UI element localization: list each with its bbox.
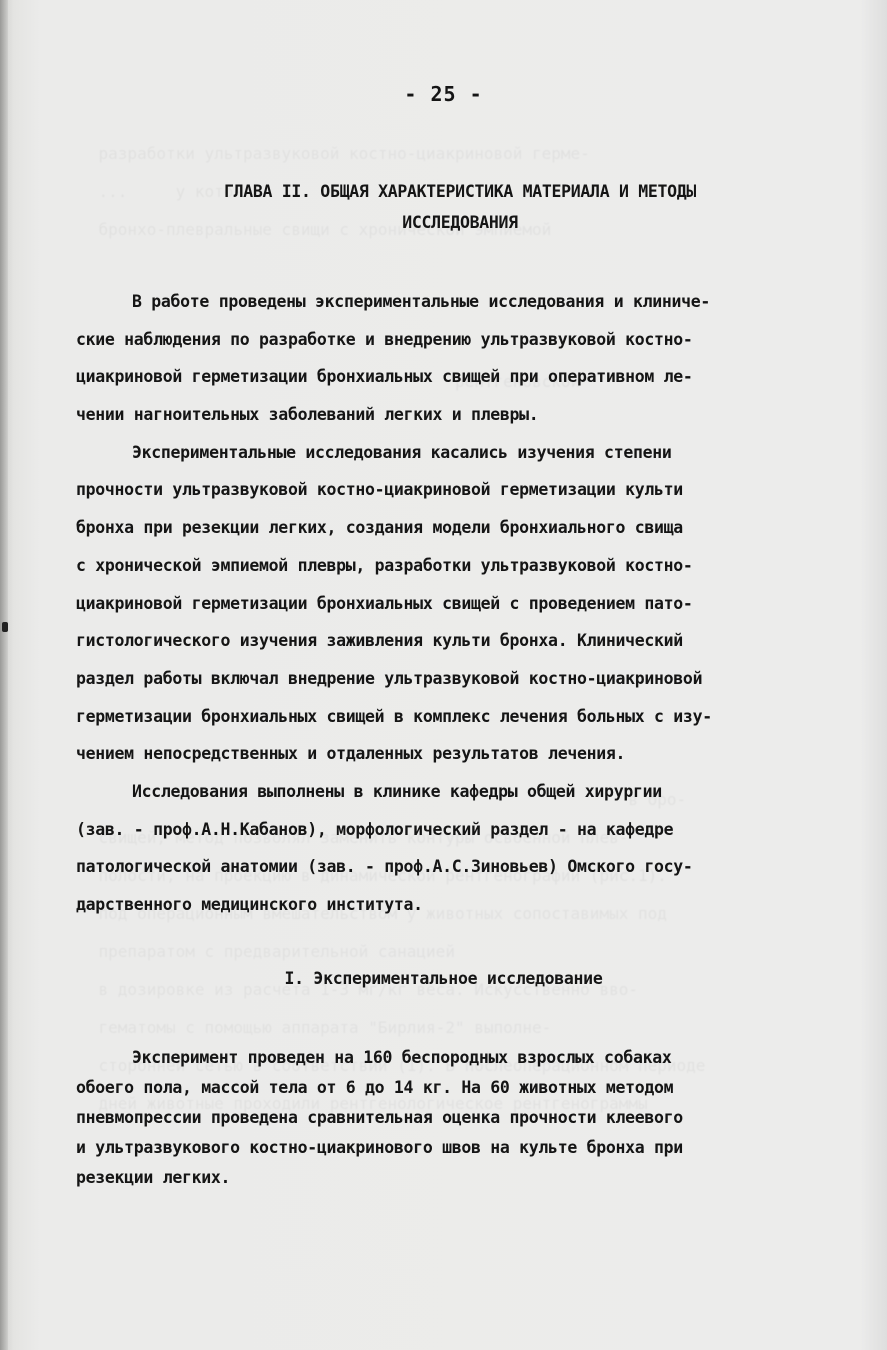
- paragraph-4-line: пневмопрессии проведена сравнительная оценка прочности клеевого: [76, 1108, 683, 1127]
- paragraph-2-line: с хронической эмпиемой плевры, разработки ультразвуковой костно-: [76, 555, 693, 575]
- chapter-title: [130, 176, 790, 238]
- paragraph-2-line: раздел работы включал внедрение ультразвуковой костно-циакриновой: [76, 668, 703, 688]
- paragraph-3-line: патологической анатомии (зав. - проф.А.С.Зиновьев) Омского госу-: [76, 857, 693, 877]
- paragraph-4: [76, 1043, 856, 1193]
- paragraph-1-line: В работе проведены экспериментальные исследования и клиниче-: [132, 292, 711, 311]
- paragraph-4-line: Эксперимент проведен на 160 беспородных взрослых собаках: [132, 1048, 672, 1067]
- paragraph-2-line: чением непосредственных и отдаленных результатов лечения.: [76, 744, 626, 764]
- chapter-title-line-2: ИССЛЕДОВАНИЯ: [402, 213, 518, 232]
- paragraph-3: [76, 773, 856, 924]
- paragraph-1-line: ские наблюдения по разработке и внедрению ультразвуковой костно-: [76, 329, 693, 349]
- paragraph-2-line: Экспериментальные исследования касались изучения степени: [132, 442, 672, 462]
- paragraph-2-line: гистологического изучения заживления культи бронха. Клинический: [76, 631, 683, 651]
- paragraph-3-line: (зав. - проф.А.Н.Кабанов), морфологический раздел - на кафедре: [76, 819, 674, 839]
- section-heading: I. Экспериментальное исследование: [284, 969, 603, 988]
- main-body-text: [76, 283, 856, 924]
- experiment-body-text: [76, 1043, 856, 1193]
- page-number: - 25 -: [404, 82, 483, 106]
- paragraph-4-line: и ультразвукового костно-циакринового швов на культе бронха при: [76, 1138, 683, 1157]
- paragraph-3-line: Исследования выполнены в клинике кафедры общей хирургии: [132, 781, 662, 801]
- margin-ink-mark: [2, 622, 8, 632]
- paragraph-2-line: циакриновой герметизации бронхиальных свищей с проведением пато-: [76, 593, 693, 613]
- paragraph-2-line: герметизации бронхиальных свищей в комплекс лечения больных с изу-: [76, 706, 712, 726]
- paragraph-2-line: бронха при резекции легких, создания модели бронхиального свища: [76, 518, 683, 538]
- paragraph-1-line: циакриновой герметизации бронхиальных свищей при оперативном ле-: [76, 367, 693, 387]
- paragraph-4-line: резекции легких.: [76, 1168, 231, 1187]
- paragraph-1-line: чении нагноительных заболеваний легких и плевры.: [76, 405, 539, 425]
- chapter-title-line-1: ГЛАВА II. ОБЩАЯ ХАРАКТЕРИСТИКА МАТЕРИАЛА И МЕТОДЫ: [223, 182, 697, 201]
- paragraph-2-line: прочности ультразвуковой костно-циакриновой герметизации культи: [76, 480, 683, 500]
- paragraph-1: [76, 283, 856, 434]
- paragraph-2: [76, 434, 856, 773]
- paragraph-3-line: дарственного медицинского института.: [76, 895, 423, 914]
- paragraph-4-line: обоего пола, массой тела от 6 до 14 кг. На 60 животных методом: [76, 1078, 674, 1097]
